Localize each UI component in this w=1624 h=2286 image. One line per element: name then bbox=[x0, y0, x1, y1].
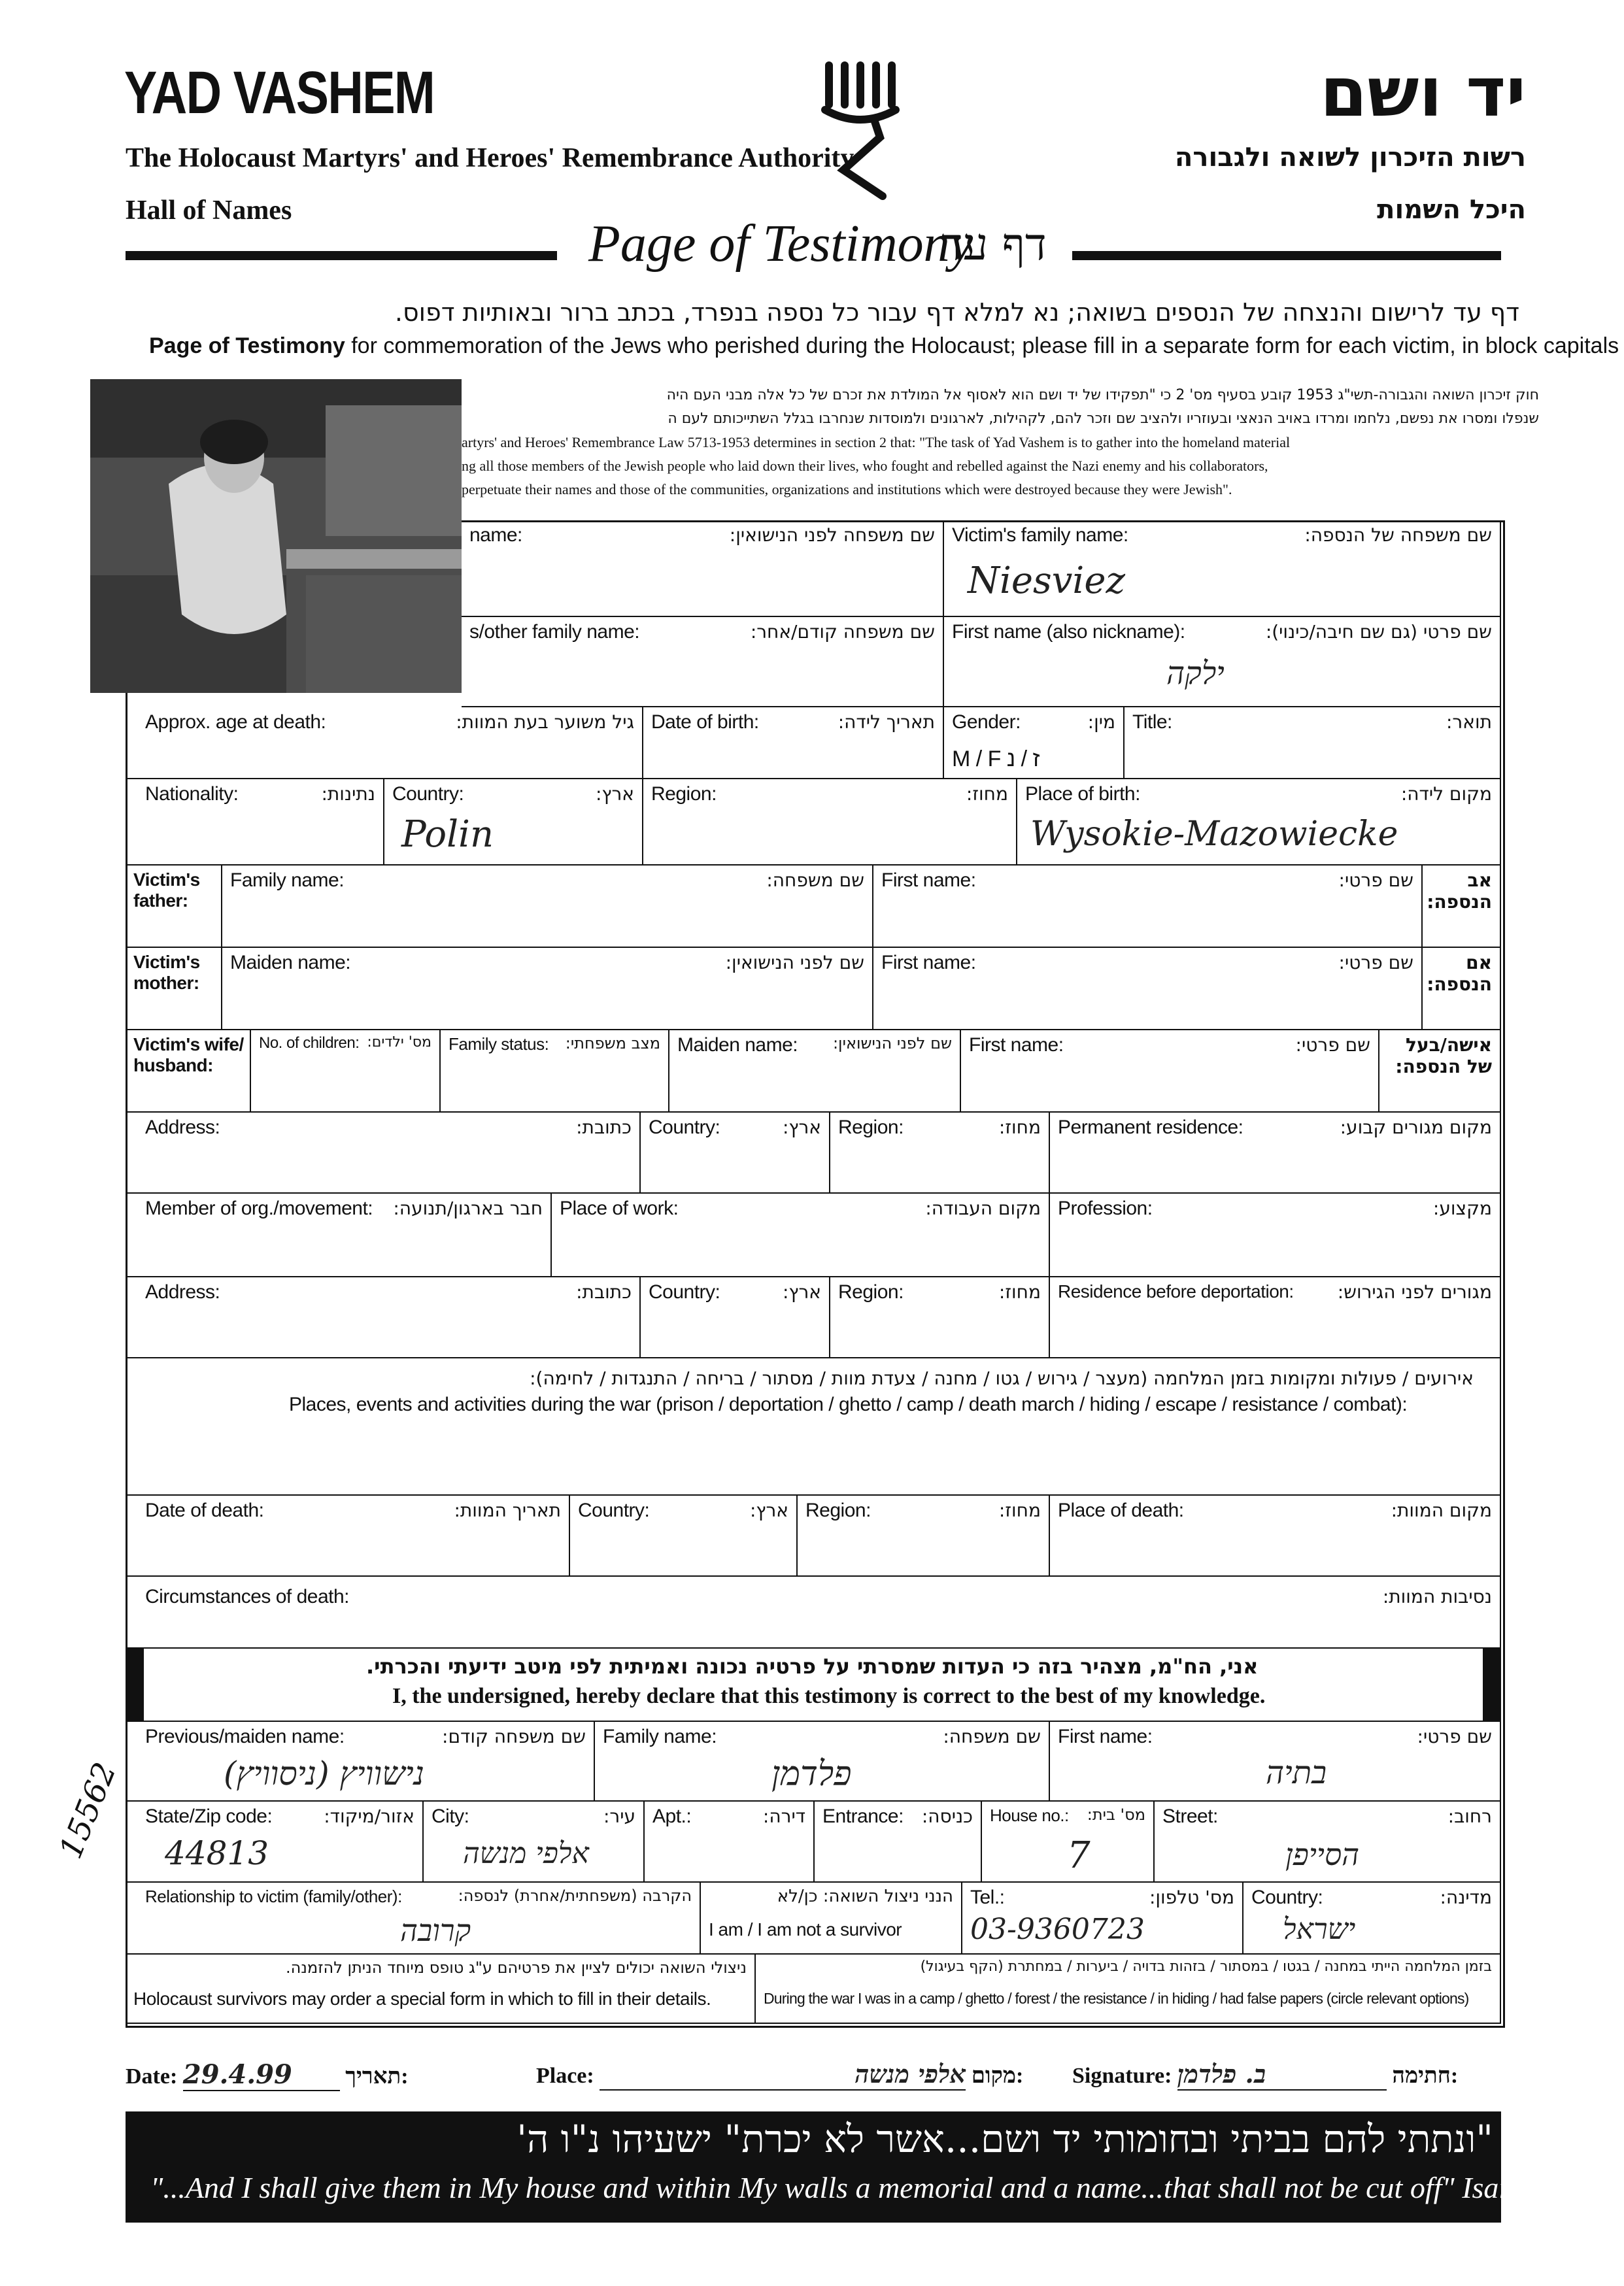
authority-en: The Holocaust Martyrs' and Heroes' Remembrance Authority bbox=[126, 143, 854, 173]
hall-he: היכל השמות bbox=[1377, 195, 1526, 225]
place-of-death-field[interactable]: Place of death: מקום המוות: bbox=[1050, 1496, 1501, 1577]
permanent-residence-field[interactable]: Permanent residence: מקום מגורים קבוע: bbox=[1050, 1113, 1501, 1194]
house-no-value: 7 bbox=[1067, 1834, 1091, 1877]
law-text-he-1: חוק זיכרון השואה והגבורה-תשי"ג 1953 קובע בסעיף מס' 2 כי "תפקידו של יד ושם הוא לאסוף אל המולדת את זכרם של כל אלה מבני העם היה bbox=[666, 387, 1539, 403]
father-first-name-field[interactable]: First name: שם פרטי: bbox=[873, 866, 1423, 948]
death-country-field[interactable]: Country: ארץ: bbox=[570, 1496, 798, 1577]
intro-he: דף עד לרישום והנצחה של הנספים בשואה; נא למלא דף עבור כל נספה בנפרד, בכתב ברור ובאותיות דפוס. bbox=[394, 298, 1519, 327]
side-archive-number: 15562 bbox=[52, 1757, 124, 1864]
declaration-he: אני, הח"מ, מצהיר בזה כי העדות שמסרתי על פרטיה נכונה ואמיתית לפי מיטב ידיעתי והכרתי. bbox=[366, 1654, 1259, 1679]
page-title-he: דף עד bbox=[941, 219, 1047, 271]
law-text-he-2: שנפלו ומסרו את נפשם, נלחמו ומרדו באויב הנאצי ובעוזריו ולהציב שם וזכר להם, לקהילות, לארגונים ולמוסדות שנחרבו בגלל השתייכותם לעם ה bbox=[668, 411, 1539, 427]
menorah-logo-icon bbox=[817, 59, 902, 203]
family-status-field[interactable]: Family status: מצב משפחתי: bbox=[441, 1030, 669, 1113]
org-name-en: YAD VASHEM bbox=[124, 59, 435, 126]
other-family-name-field[interactable]: s/other family name: שם משפחה קודם/אחר: bbox=[462, 617, 944, 707]
address-field[interactable]: Address: כתובת: bbox=[126, 1113, 641, 1194]
title-field[interactable]: Title: תואר: bbox=[1125, 707, 1501, 779]
address-country-field[interactable]: Country: ארץ: bbox=[641, 1113, 830, 1194]
zip-value: 44813 bbox=[165, 1834, 269, 1872]
profession-field[interactable]: Profession: מקצוע: bbox=[1050, 1194, 1501, 1277]
street-value: הסייפן bbox=[1285, 1837, 1360, 1872]
date-of-death-field[interactable]: Date of death: תאריך המוות: bbox=[126, 1496, 570, 1577]
tel-value: 03-9360723 bbox=[970, 1913, 1145, 1946]
survivor-note: ניצולי השואה יכולים לציין את פרטיהם ע"ג טופס מיוחד הניתן להזמנה. Holocaust survivors may order a special form in which to fill in their details. bbox=[126, 1955, 756, 2024]
declaration-en: I, the undersigned, hereby declare that this testimony is correct to the best of my knowledge. bbox=[392, 1684, 1266, 1708]
age-field[interactable]: Approx. age at death: גיל משוער בעת המוות: bbox=[126, 707, 643, 779]
declaration-bar-right bbox=[1483, 1649, 1501, 1721]
country-value: Polin bbox=[401, 813, 494, 856]
header-rule-right bbox=[1072, 251, 1501, 260]
member-org-field[interactable]: Member of org./movement: חבר בארגון/תנועה: bbox=[126, 1194, 552, 1277]
intro-en: Page of Testimony for commemoration of the Jews who perished during the Holocaust; please fill in a separate form for each victim, in block capitals bbox=[149, 333, 1619, 358]
spouse-maiden-name-field[interactable]: Maiden name: שם לפני הנישואין: bbox=[669, 1030, 961, 1113]
address2-country-field[interactable]: Country: ארץ: bbox=[641, 1277, 830, 1358]
city-value: אלפי מנשה bbox=[463, 1837, 589, 1870]
relationship-field[interactable]: Relationship to victim (family/other): הקרבה (משפחתית/אחרת) לנספה: קרובה bbox=[126, 1883, 701, 1955]
previous-name-value: נישוויץ (ניסוויץ) bbox=[224, 1755, 424, 1792]
signature-row[interactable]: Signature: ב. פלדמן חתימה: bbox=[1072, 2059, 1458, 2091]
war-events-field[interactable]: אירועים / פעולות ומקומות בזמן המלחמה (מעצר / גירוש / גטו / מחנה / צעדת מוות / מסתור / בריחה / התנגדות / לחימה): Places, events and activities during the war (prison / deportation / ghetto / camp / death march / hiding / escape / resistance / combat): bbox=[126, 1358, 1501, 1496]
law-text-en-2: ng all those members of the Jewish people who laid down their lives, who fought and rebelled against the Nazi enemy and his collaborators, bbox=[462, 458, 1268, 474]
region-field[interactable]: Region: מחוז: bbox=[643, 779, 1017, 866]
father-family-name-field[interactable]: Family name: שם משפחה: bbox=[222, 866, 873, 948]
country-field[interactable]: Country: ארץ: Polin bbox=[384, 779, 643, 866]
mother-label: Victim's mother: bbox=[126, 948, 222, 1030]
mother-first-name-field[interactable]: First name: שם פרטי: bbox=[873, 948, 1423, 1030]
quote-en: "...And I shall give them in My house and within My walls a memorial and a name...that shall not be cut off" Isaiah, 56:5 bbox=[150, 2171, 1608, 2204]
address-region-field[interactable]: Region: מחוז: bbox=[830, 1113, 1050, 1194]
mother-label-he: אם הנספה: bbox=[1423, 948, 1501, 1030]
place-of-work-field[interactable]: Place of work: מקום העבודה: bbox=[552, 1194, 1050, 1277]
victim-family-name-field[interactable]: Victim's family name: שם משפחה של הנספה: Niesviez bbox=[944, 520, 1501, 617]
relationship-value: קרובה bbox=[400, 1913, 471, 1948]
children-field[interactable]: No. of children: מס' ילדים: bbox=[251, 1030, 441, 1113]
father-label: Victim's father: bbox=[126, 866, 222, 948]
submitter-first-name-field[interactable]: First name: שם פרטי: בתיה bbox=[1050, 1721, 1501, 1802]
submitter-first-name-value: בתיה bbox=[1266, 1755, 1327, 1791]
survivor-field[interactable]: הנני ניצול השואה: כן/לא I am / I am not a survivor bbox=[701, 1883, 962, 1955]
dob-field[interactable]: Date of birth: תאריך לידה: bbox=[643, 707, 944, 779]
address2-region-field[interactable]: Region: מחוז: bbox=[830, 1277, 1050, 1358]
quote-he: "ונתתי להם בביתי ובחומותי יד ושם...אשר לא יכרת" ישעיהו נ"ו ה' bbox=[516, 2117, 1493, 2161]
war-status-note[interactable]: בזמן המלחמה הייתי במחנה / בגטו / במסתור / בזהות בדויה / ביערות / במחתרת (הקף בעיגול) During the war I was in a camp / ghetto / forest / the resistance / in hiding / had false papers (circle relevant options) bbox=[756, 1955, 1501, 2024]
place-row[interactable]: Place: אלפי מנשה מקום: bbox=[536, 2059, 1023, 2091]
zip-field[interactable]: State/Zip code: אזור/מיקוד: 44813 bbox=[126, 1802, 424, 1883]
submitter-family-name-value: פלדמן bbox=[771, 1755, 852, 1794]
law-text-en-3: perpetuate their names and those of the communities, organizations and institutions which were destroyed because they were Jewish". bbox=[462, 481, 1232, 497]
death-region-field[interactable]: Region: מחוז: bbox=[798, 1496, 1050, 1577]
submitter-country-value: ישראל bbox=[1283, 1913, 1356, 1946]
spouse-label: Victim's wife/ husband: bbox=[126, 1030, 251, 1113]
nationality-field[interactable]: Nationality: נתינות: bbox=[126, 779, 384, 866]
maiden-name-field[interactable]: name: שם משפחה לפני הנישואין: bbox=[462, 520, 944, 617]
declaration-bar-left bbox=[126, 1649, 144, 1721]
city-field[interactable]: City: עיר: אלפי מנשה bbox=[424, 1802, 645, 1883]
victim-photo bbox=[90, 379, 462, 693]
spouse-label-he: אישה/בעל של הנספה: bbox=[1379, 1030, 1501, 1113]
law-text-en-1: artyrs' and Heroes' Remembrance Law 5713-1953 determines in section 2 that: "The task of Yad Vashem is to gather into the homeland material bbox=[462, 434, 1291, 450]
first-name-field[interactable]: First name (also nickname): שם פרטי (גם שם חיבה/כינוי): ילקה bbox=[944, 617, 1501, 707]
first-name-value: ילקה bbox=[1166, 655, 1225, 692]
hall-en: Hall of Names bbox=[126, 195, 292, 226]
date-row[interactable]: Date: 29.4.99 תאריך: bbox=[126, 2059, 409, 2090]
mother-maiden-name-field[interactable]: Maiden name: שם לפני הנישואין: bbox=[222, 948, 873, 1030]
street-field[interactable]: Street: רחוב: הסייפן bbox=[1155, 1802, 1501, 1883]
house-no-field[interactable]: House no.: מס' בית: 7 bbox=[982, 1802, 1155, 1883]
tel-field[interactable]: Tel.: מס' טלפון: 03-9360723 bbox=[962, 1883, 1243, 1955]
birthplace-field[interactable]: Place of birth: מקום לידה: Wysokie-Mazowiecke bbox=[1017, 779, 1501, 866]
address2-field[interactable]: Address: כתובת: bbox=[126, 1277, 641, 1358]
submitter-country-field[interactable]: Country: מדינה: ישראל bbox=[1243, 1883, 1501, 1955]
father-label-he: אב הנספה: bbox=[1423, 866, 1501, 948]
residence-before-deportation-field[interactable]: Residence before deportation: מגורים לפני הגירוש: bbox=[1050, 1277, 1501, 1358]
header-rule-left bbox=[126, 251, 557, 260]
circumstances-field[interactable]: Circumstances of death: נסיבות המוות: bbox=[126, 1577, 1501, 1649]
org-name-he: יד ושם bbox=[1320, 52, 1526, 132]
victim-family-name-value: Niesviez bbox=[968, 560, 1125, 602]
submitter-family-name-field[interactable]: Family name: שם משפחה: פלדמן bbox=[595, 1721, 1050, 1802]
page-title-en: Page of Testimony bbox=[588, 215, 973, 273]
previous-name-field[interactable]: Previous/maiden name: שם משפחה קודם: נישוויץ (ניסוויץ) bbox=[126, 1721, 595, 1802]
birthplace-value: Wysokie-Mazowiecke bbox=[1030, 815, 1398, 854]
spouse-first-name-field[interactable]: First name: שם פרטי: bbox=[961, 1030, 1379, 1113]
authority-he: רשות הזיכרון לשואה ולגבורה bbox=[1174, 143, 1526, 173]
entrance-field[interactable]: Entrance: כניסה: bbox=[815, 1802, 982, 1883]
apt-field[interactable]: Apt.: דירה: bbox=[645, 1802, 815, 1883]
gender-field[interactable]: Gender: מין: M / F ז / נ bbox=[944, 707, 1125, 779]
